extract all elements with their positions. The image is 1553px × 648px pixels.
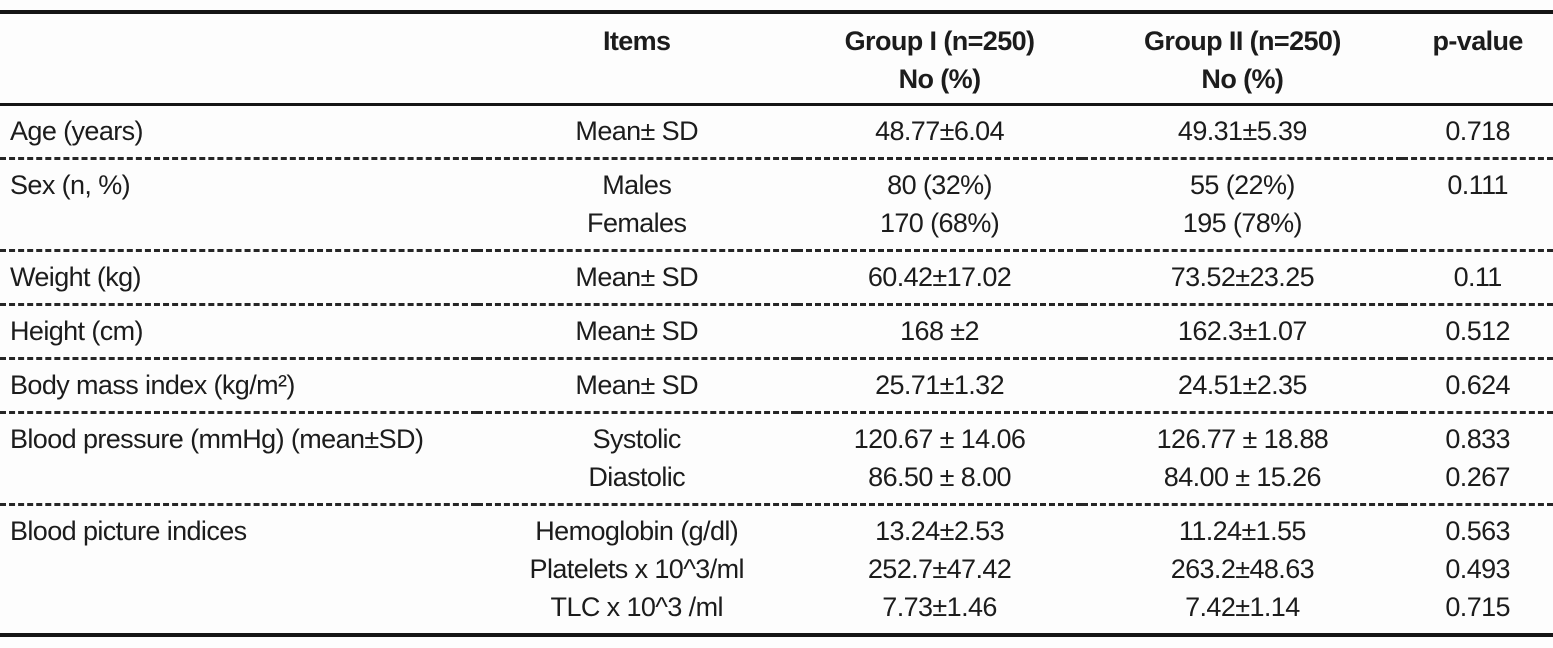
- cell-line: 7.42±1.14: [1185, 592, 1300, 622]
- row-items-cell: [477, 413, 797, 505]
- cell-line: 7.73±1.46: [882, 592, 997, 622]
- row-group2-cell: [1082, 105, 1402, 159]
- row-group1-cell: [797, 359, 1083, 413]
- row-items-cell: [477, 305, 797, 359]
- row-group1-cell: [797, 505, 1083, 636]
- cell-line: 0.563: [1445, 516, 1510, 546]
- cell-line: 263.2±48.63: [1170, 554, 1315, 584]
- cell-line: 252.7±47.42: [867, 554, 1012, 584]
- row-group2-cell: [1082, 359, 1402, 413]
- row-label: [0, 359, 477, 413]
- cell-line: Mean± SD: [575, 262, 698, 292]
- row-items-cell: [477, 159, 797, 251]
- table-row: [0, 413, 1553, 505]
- row-pvalue-cell: [1402, 305, 1553, 359]
- cell-line: 170 (68%): [879, 208, 1000, 238]
- row-items-cell: [477, 251, 797, 305]
- cell-line: 0.267: [1445, 462, 1510, 492]
- header-items: [477, 12, 797, 105]
- header-empty-cell: [0, 12, 477, 105]
- header-pvalue-label: p-value: [1432, 26, 1523, 56]
- row-pvalue-cell: [1402, 159, 1553, 251]
- cell-line: TLC x 10^3 /ml: [550, 592, 723, 622]
- cell-line: 0.715: [1445, 592, 1510, 622]
- row-label: [0, 105, 477, 159]
- cell-line: 86.50 ± 8.00: [868, 462, 1011, 492]
- table-row: [0, 159, 1553, 251]
- row-group2-cell: [1082, 305, 1402, 359]
- cell-line: 60.42±17.02: [867, 262, 1012, 292]
- cell-line: Males: [602, 170, 672, 200]
- cell-line: Mean± SD: [575, 116, 698, 146]
- row-pvalue-cell: [1402, 413, 1553, 505]
- cell-line: 0.111: [1447, 170, 1508, 200]
- cell-line: 80 (32%): [887, 170, 992, 200]
- cell-line: 55 (22%): [1189, 170, 1295, 200]
- row-label-text: Sex (n, %): [10, 170, 131, 200]
- row-group1-cell: [797, 159, 1083, 251]
- cell-line: 0.493: [1445, 554, 1510, 584]
- row-label-text: Body mass index (kg/m²): [10, 370, 295, 400]
- cell-line: Platelets x 10^3/ml: [529, 554, 744, 584]
- table-row: [0, 359, 1553, 413]
- row-group1-cell: [797, 251, 1083, 305]
- table-body: [0, 105, 1553, 636]
- cell-line: 168 ±2: [900, 316, 979, 346]
- row-label: [0, 305, 477, 359]
- header-items-label: Items: [602, 26, 671, 56]
- table-row: [0, 105, 1553, 159]
- cell-line: 13.24±2.53: [875, 516, 1005, 546]
- cell-line: 0.718: [1445, 116, 1510, 146]
- row-group2-cell: [1082, 413, 1402, 505]
- header-row: [0, 12, 1553, 105]
- row-label: [0, 505, 477, 636]
- row-group1-cell: [797, 413, 1083, 505]
- cell-line: 126.77 ± 18.88: [1156, 424, 1329, 454]
- row-pvalue-cell: [1402, 105, 1553, 159]
- row-label: [0, 413, 477, 505]
- cell-line: Mean± SD: [575, 316, 698, 346]
- row-group2-cell: [1082, 505, 1402, 636]
- cell-line: 120.67 ± 14.06: [853, 424, 1026, 454]
- row-pvalue-cell: [1402, 505, 1553, 636]
- cell-line: 195 (78%): [1182, 208, 1302, 238]
- row-label-text: Height (cm): [10, 316, 143, 346]
- cell-line: Hemoglobin (g/dl): [535, 516, 739, 546]
- table-header: [0, 12, 1553, 105]
- row-label: [0, 159, 477, 251]
- cell-line: Females: [587, 208, 687, 238]
- row-label-text: Blood picture indices: [10, 516, 247, 546]
- cell-line: 0.11: [1453, 262, 1502, 292]
- header-pvalue: [1402, 12, 1553, 105]
- cell-line: 84.00 ± 15.26: [1163, 462, 1321, 492]
- cell-line: 48.77±6.04: [875, 116, 1005, 146]
- cell-line: 11.24±1.55: [1178, 516, 1306, 546]
- cell-line: Systolic: [592, 424, 681, 454]
- cell-line: 0.833: [1445, 424, 1510, 454]
- header-group1: [797, 12, 1083, 105]
- cell-line: 0.624: [1445, 370, 1510, 400]
- row-pvalue-cell: [1402, 251, 1553, 305]
- header-group1-subtitle: No (%): [898, 64, 981, 94]
- cell-line: Diastolic: [588, 462, 686, 492]
- header-group2: [1082, 12, 1402, 105]
- row-pvalue-cell: [1402, 359, 1553, 413]
- cell-line: 25.71±1.32: [875, 370, 1005, 400]
- cell-line: 24.51±2.35: [1177, 370, 1307, 400]
- row-group1-cell: [797, 105, 1083, 159]
- cell-line: 0.512: [1445, 316, 1510, 346]
- table-row: [0, 505, 1553, 636]
- header-group2-title: Group II (n=250): [1144, 26, 1341, 56]
- row-items-cell: [477, 359, 797, 413]
- row-group1-cell: [797, 305, 1083, 359]
- header-group2-subtitle: No (%): [1201, 64, 1284, 94]
- row-label: [0, 251, 477, 305]
- cell-line: 162.3±1.07: [1177, 316, 1307, 346]
- header-group1-title: Group I (n=250): [844, 26, 1035, 56]
- table-row: [0, 305, 1553, 359]
- cell-line: 49.31±5.39: [1177, 116, 1307, 146]
- row-label-text: Blood pressure (mmHg) (mean±SD): [10, 424, 424, 454]
- table-row: [0, 251, 1553, 305]
- row-label-text: Weight (kg): [10, 262, 141, 292]
- row-group2-cell: [1082, 251, 1402, 305]
- row-label-text: Age (years): [10, 116, 143, 146]
- cell-line: Mean± SD: [575, 370, 698, 400]
- cell-line: 73.52±23.25: [1170, 262, 1315, 292]
- row-items-cell: [477, 505, 797, 636]
- row-group2-cell: [1082, 159, 1402, 251]
- comparison-table: [0, 10, 1553, 637]
- row-items-cell: [477, 105, 797, 159]
